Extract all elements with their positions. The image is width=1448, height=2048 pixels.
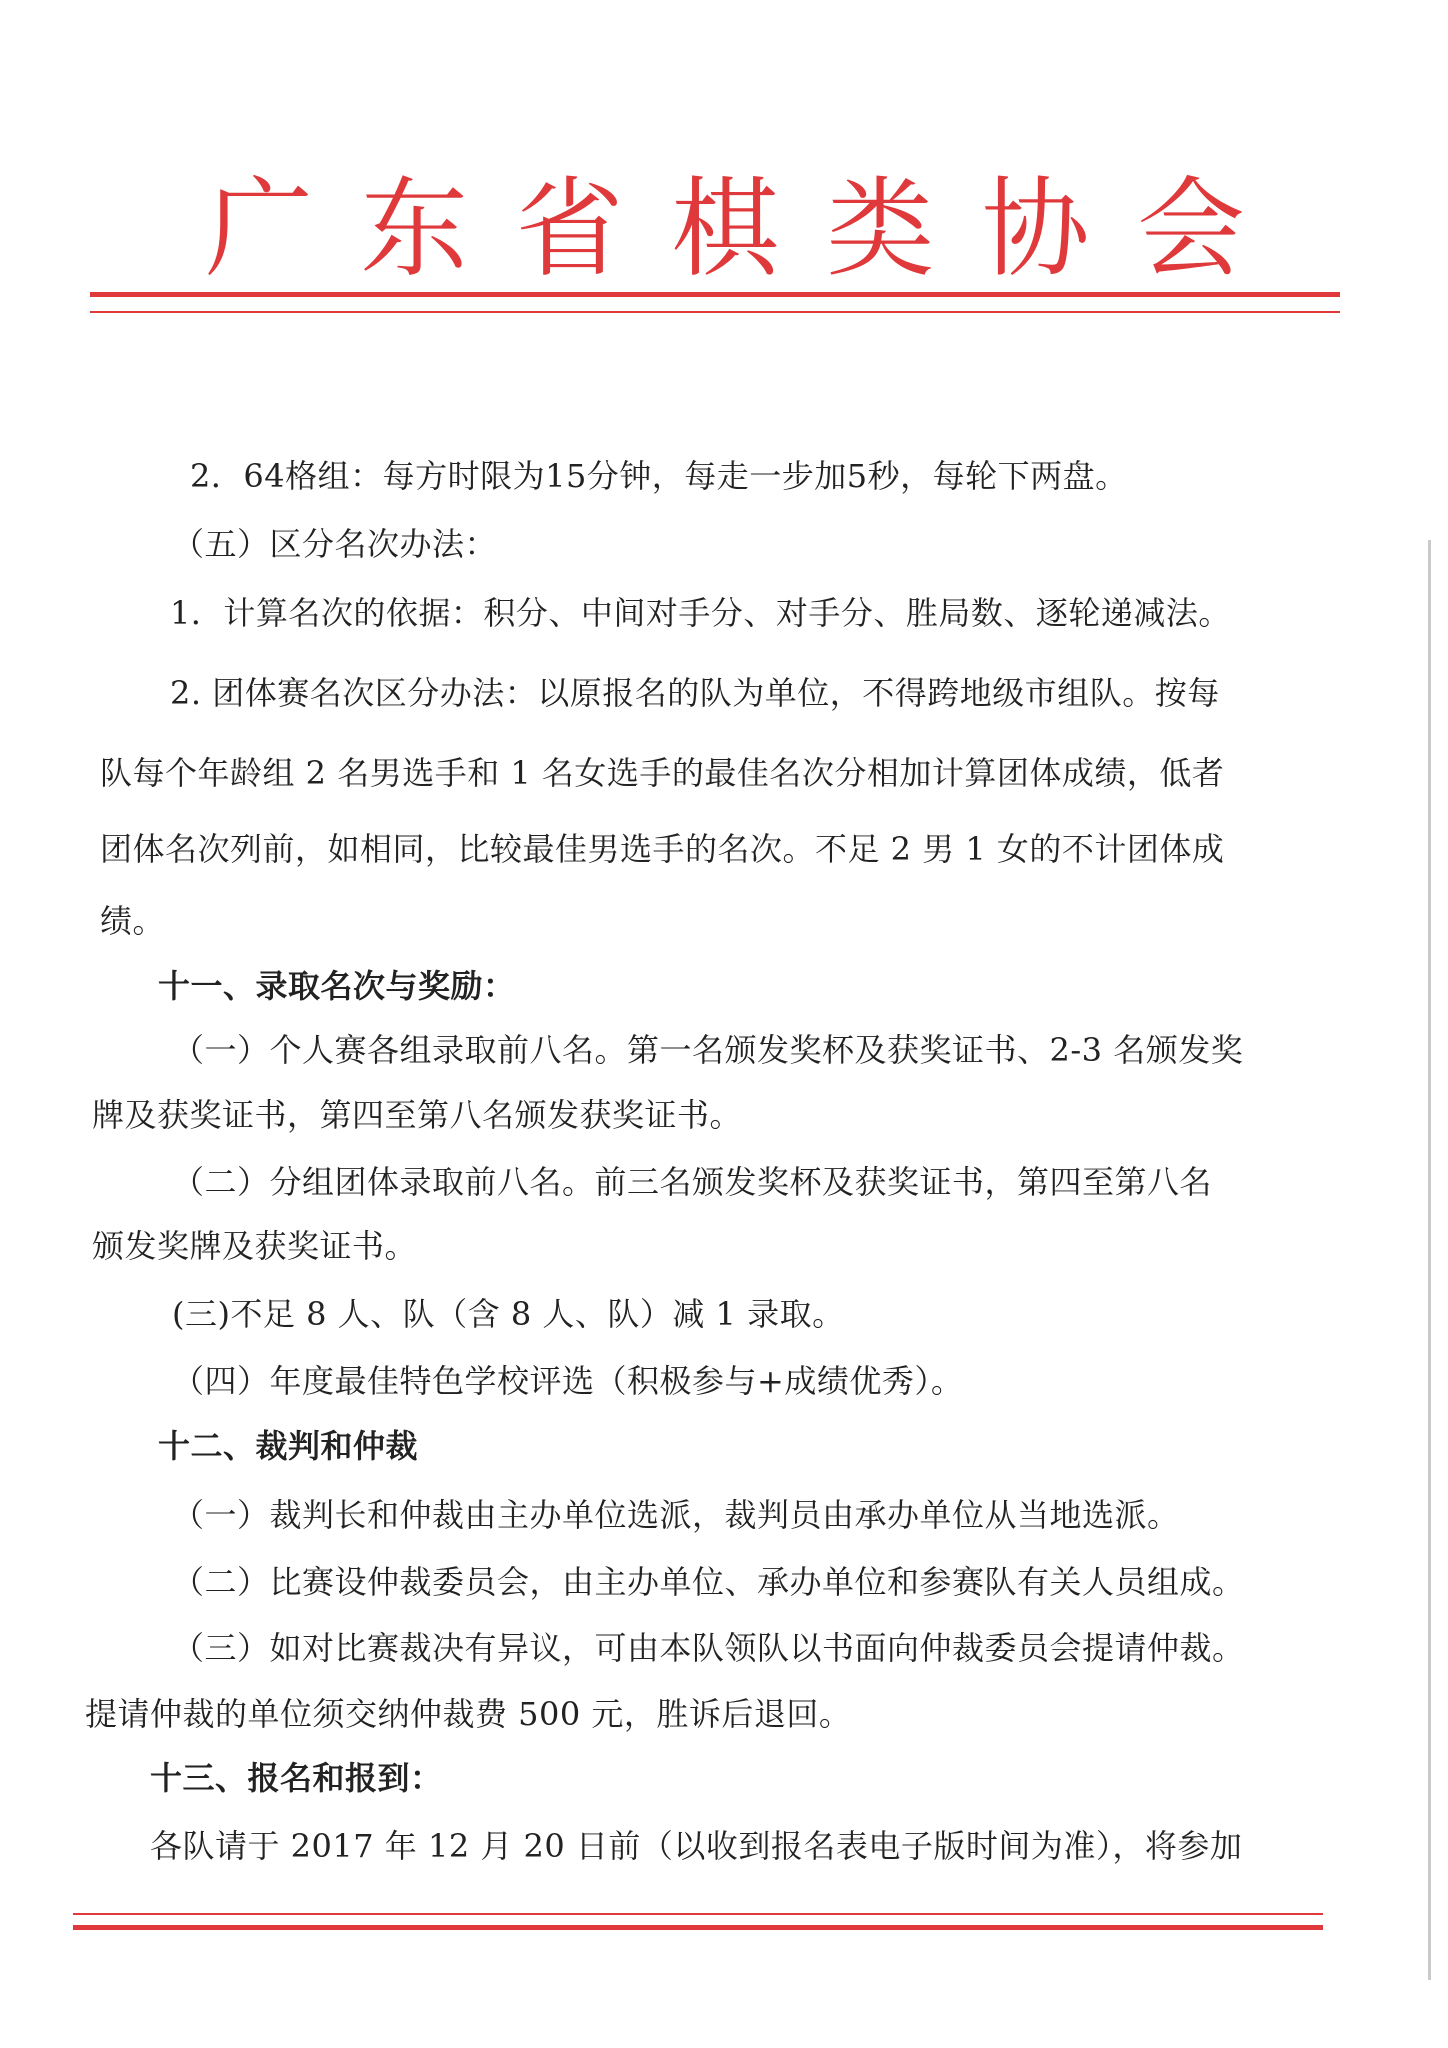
letterhead-title <box>205 165 1245 295</box>
body-line: 绩。 <box>100 902 166 940</box>
letterhead-char: 东 <box>360 167 469 292</box>
body-line: （二）分组团体录取前八名。前三名颁发奖杯及获奖证书，第四至第八名 <box>172 1163 1213 1201</box>
body-line: （二）比赛设仲裁委员会，由主办单位、承办单位和参赛队有关人员组成。 <box>172 1563 1245 1601</box>
body-line: （五）区分名次办法： <box>172 525 498 563</box>
letterhead-char: 类 <box>826 167 935 292</box>
footer-rule-thin <box>73 1913 1323 1915</box>
body-line: 牌及获奖证书，第四至第八名颁发获奖证书。 <box>92 1096 743 1134</box>
body-line: 颁发奖牌及获奖证书。 <box>92 1227 418 1265</box>
letterhead-char: 广 <box>205 167 314 292</box>
letterhead-char: 棋 <box>670 167 779 292</box>
body-line: 2. 团体赛名次区分办法：以原报名的队为单位，不得跨地级市组队。按每 <box>170 674 1220 712</box>
body-line: 1．计算名次的依据：积分、中间对手分、对手分、胜局数、逐轮递减法。 <box>170 594 1231 632</box>
body-line: （四）年度最佳特色学校评选（积极参与+成绩优秀）。 <box>172 1362 964 1400</box>
section-heading: 十一、录取名次与奖励： <box>158 967 516 1005</box>
body-line: 提请仲裁的单位须交纳仲裁费 500 元，胜诉后退回。 <box>85 1695 852 1733</box>
body-line: 团体名次列前，如相同，比较最佳男选手的名次。不足 2 男 1 女的不计团体成 <box>100 830 1225 868</box>
letterhead-char: 会 <box>1136 167 1245 292</box>
body-line: （三）如对比赛裁决有异议，可由本队领队以书面向仲裁委员会提请仲裁。 <box>172 1629 1245 1667</box>
body-line: (三)不足 8 人、队（含 8 人、队）减 1 录取。 <box>172 1295 845 1333</box>
header-rule-thin <box>90 311 1340 313</box>
section-heading: 十三、报名和报到： <box>150 1759 443 1797</box>
letterhead-char: 协 <box>981 167 1090 292</box>
letterhead-char: 省 <box>515 167 624 292</box>
body-line: 队每个年龄组 2 名男选手和 1 名女选手的最佳名次分相加计算团体成绩，低者 <box>100 754 1225 792</box>
body-line: （一）个人赛各组录取前八名。第一名颁发奖杯及获奖证书、2-3 名颁发奖 <box>172 1031 1244 1069</box>
footer-rule-thick <box>73 1925 1323 1930</box>
section-heading: 十二、裁判和仲裁 <box>158 1427 419 1465</box>
scan-edge-line <box>1428 540 1431 1980</box>
body-line: （一）裁判长和仲裁由主办单位选派，裁判员由承办单位从当地选派。 <box>172 1496 1180 1534</box>
body-line: 2．64格组：每方时限为15分钟，每走一步加5秒，每轮下两盘。 <box>190 457 1128 495</box>
body-line: 各队请于 2017 年 12 月 20 日前（以收到报名表电子版时间为准），将参加 <box>150 1827 1243 1865</box>
header-rule-thick <box>90 292 1340 297</box>
